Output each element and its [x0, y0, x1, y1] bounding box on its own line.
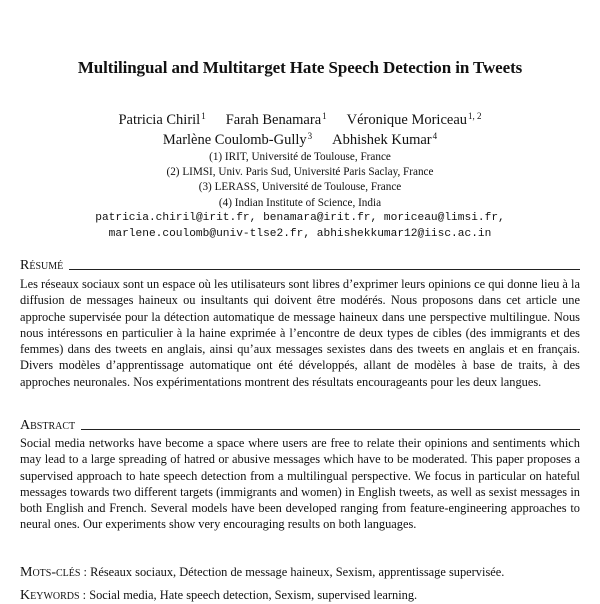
resume-text: Les réseaux sociaux sont un espace où les utilisateurs sont libres d’exprimer leurs opinions ce qui donne lieu à la diffusion de messages haineux ou insultants qui doivent être modérés. Nous proposons dans cet article une approche supervisée pour la détection automatique de message haineux dans une perspective multilingue. Nous nous intéressons en particulier à la haine exprimée à l’encontre de deux types de cibles (des immigrants et des femmes) dans des tweets en anglais, ainsi qu’aux messages sexistes dans des tweets en anglais et en français. Divers modèles d’apprentissage automatique ont été développés, allant de modèles à base de traits, à des approches neuronales. Nos expérimentations montrent des résultats encourageants pour les deux langues. [20, 277, 580, 389]
abstract-section-header [20, 418, 580, 434]
abstract-heading: Abstract [20, 418, 81, 434]
author-affiliation-mark: 1 [201, 111, 206, 121]
author-affiliation-mark: 1 [322, 111, 327, 121]
abstract-text: Social media networks have become a space where users are free to relate their opinions and sentiments which may lead to a large spreading of hatred or abusive messages which have to be moderated. This paper proposes a supervised approach to hate speech detection from a multilingual perspective. We focus in particular on hateful messages towards two different targets (immigrants and women) in English tweets, as well as sexist messages in both English and French. Several models have been developed ranging from feature-engineering approaches to neural ones. Our experiments show very encouraging results on both languages. [20, 436, 580, 532]
keywords-label: Keywords [20, 588, 80, 603]
author-name: Farah Benamara [225, 112, 322, 128]
author-affiliation-mark: 1, 2 [468, 111, 482, 121]
paper-title: Multilingual and Multitarget Hate Speech Detection in Tweets [77, 58, 523, 77]
author-name: Patricia Chiril [118, 112, 201, 128]
author-name: Marlène Coulomb-Gully [162, 132, 307, 148]
email-line: marlene.coulomb@univ-tlse2.fr, abhishekkumar12@iisc.ac.in [108, 228, 492, 240]
mots-cles-label: Mots-clés [20, 565, 81, 580]
section-rule [20, 429, 580, 430]
affiliation: (3) LERASS, Université de Toulouse, France [198, 181, 402, 193]
author-affiliation-mark: 4 [432, 131, 438, 141]
author-row-2 [0, 131, 600, 149]
email-line: patricia.chiril@irit.fr, benamara@irit.fr, moriceau@limsi.fr, [95, 212, 505, 224]
keywords-text: : Social media, Hate speech detection, Sexism, supervised learning. [82, 588, 418, 602]
affiliation: (4) Indian Institute of Science, India [218, 197, 382, 209]
mots-cles-line [20, 565, 585, 581]
mots-cles-text: : Réseaux sociaux, Détection de message haineux, Sexism, apprentissage supervisée. [80, 565, 505, 579]
resume-section-header [20, 258, 580, 274]
keywords-line [20, 588, 585, 604]
affiliation: (2) LIMSI, Univ. Paris Sud, Université Paris Saclay, France [166, 166, 434, 178]
author-name: Véronique Moriceau [346, 112, 468, 128]
author-row-1 [0, 111, 600, 129]
section-rule [20, 269, 580, 270]
author-affiliation-mark: 3 [307, 131, 313, 141]
resume-heading: Résumé [20, 258, 69, 274]
author-name: Abhishek Kumar [332, 132, 432, 148]
affiliation: (1) IRIT, Université de Toulouse, France [209, 151, 391, 163]
